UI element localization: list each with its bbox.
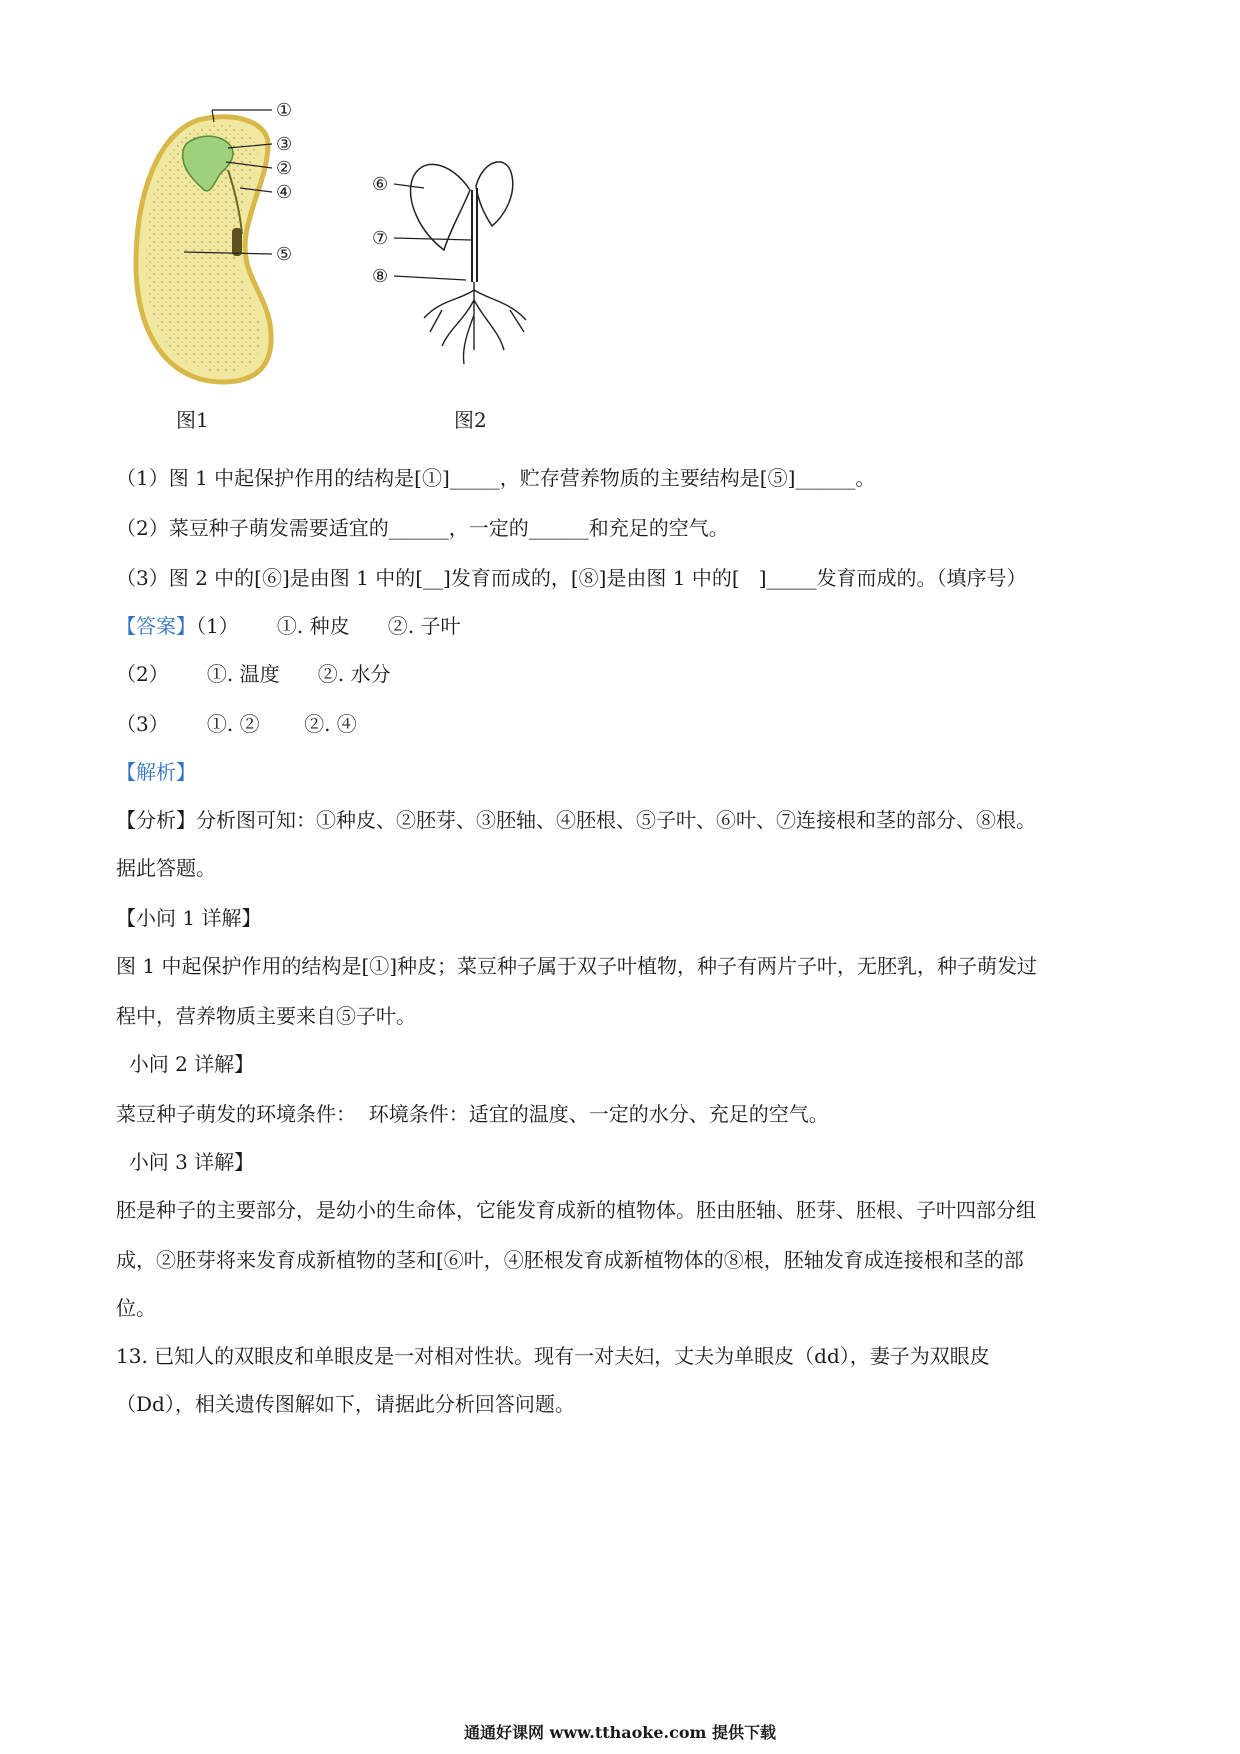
question-1: （1）图 1 中起保护作用的结构是[①]_____，贮存营养物质的主要结构是[⑤]______。 [116,466,876,490]
question-2: （2）菜豆种子萌发需要适宜的______，一定的______和充足的空气。 [116,516,729,540]
answer-row-1 [116,614,460,638]
roots [424,282,526,364]
fig1-marker-4: ④ [276,182,293,203]
leaf-left [411,164,470,250]
answer-2: （2） ①. 温度 ②. 水分 [116,662,391,686]
subquestion-1-line-2: 程中，营养物质主要来自⑤子叶。 [116,1004,416,1028]
subquestion-1-heading: 【小问 1 详解】 [116,906,262,930]
subquestion-3-line-1: 胚是种子的主要部分，是幼小的生命体，它能发育成新的植物体。胚由胚轴、胚芽、胚根、子叶四部分组 [116,1198,1036,1222]
answer-1: （1） ①. 种皮 ②. 子叶 [196,614,461,638]
fig2-marker-8: ⑧ [372,266,389,287]
question-13-line-2: （Dd），相关遗传图解如下，请据此分析回答问题。 [116,1392,575,1416]
fig1-marker-2: ② [276,158,293,179]
leaf-right [476,162,513,226]
fig1-marker-3: ③ [276,134,293,155]
subquestion-3-line-2: 成，②胚芽将来发育成新植物的茎和[⑥叶，④胚根发育成新植物体的⑧根，胚轴发育成连接根和茎的部 [116,1248,1024,1272]
fig1-marker-5: ⑤ [276,244,293,265]
footer-watermark: 通通好课网 www.tthaoke.com 提供下载 [463,1723,777,1742]
subquestion-3-line-3: 位。 [116,1296,156,1320]
answer-3: （3） ①. ② ②. ④ [116,712,357,736]
fig2-marker-7: ⑦ [372,228,389,249]
figure-1-seed [128,100,348,394]
subquestion-2-line-1: 菜豆种子萌发的环境条件： 环境条件：适宜的温度、一定的水分、充足的空气。 [116,1102,829,1126]
subquestion-3-heading: 小问 3 详解】 [116,1150,255,1174]
fig1-marker-1: ① [276,100,293,121]
figure-1-caption: 图1 [176,408,209,432]
analysis-line-1: 【分析】分析图可知：①种皮、②胚芽、③胚轴、④胚根、⑤子叶、⑥叶、⑦连接根和茎的部分、⑧根。 [116,808,1036,832]
question-3: （3）图 2 中的[⑥]是由图 1 中的[__]发育而成的，[⑧]是由图 1 中的[ ]_____发育而成的。（填序号） [116,566,1027,590]
figure-2-seedling [372,150,560,380]
analysis-line-2: 据此答题。 [116,856,216,880]
subquestion-1-line-1: 图 1 中起保护作用的结构是[①]种皮；菜豆种子属于双子叶植物，种子有两片子叶，无胚乳，种子萌发过 [116,954,1038,978]
subquestion-2-heading: 小问 2 详解】 [116,1052,255,1076]
question-13-line-1: 13. 已知人的双眼皮和单眼皮是一对相对性状。现有一对夫妇，丈夫为单眼皮（dd），妻子为双眼皮 [116,1344,990,1368]
fig2-marker-6: ⑥ [372,174,389,195]
figure-2-caption: 图2 [454,408,487,432]
answer-tag: 【答案】 [116,614,196,638]
analysis-tag: 【解析】 [116,760,196,784]
